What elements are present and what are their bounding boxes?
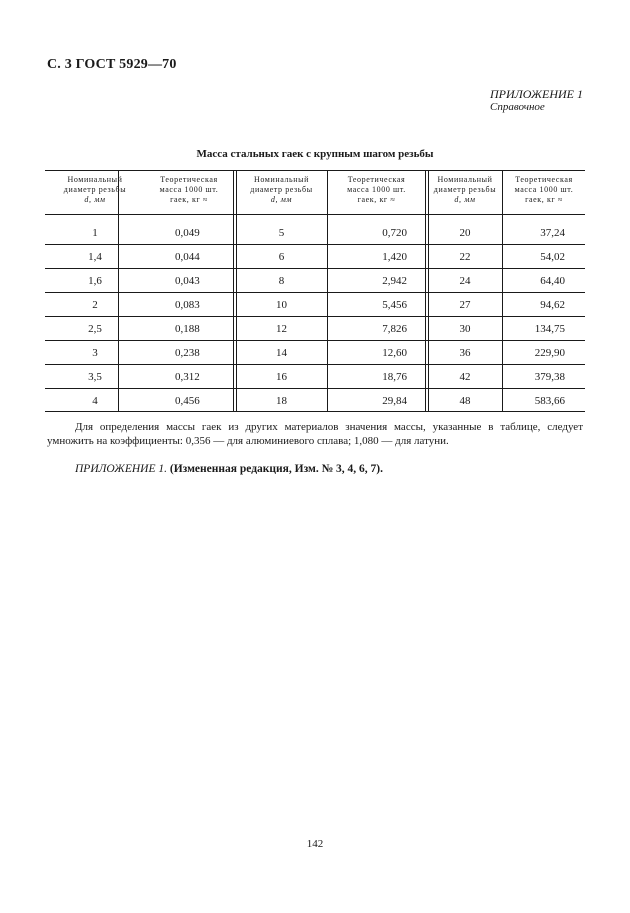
- cell-mass-3: 64,40: [540, 275, 565, 287]
- row-separator: [45, 388, 585, 389]
- cell-diameter-1: 4: [92, 395, 98, 407]
- header-bottom-border: [45, 214, 585, 215]
- change-label: ПРИЛОЖЕНИЕ 1.: [75, 463, 167, 475]
- cell-diameter-2: 14: [276, 347, 287, 359]
- table-top-border: [45, 170, 585, 171]
- cell-mass-3: 94,62: [540, 299, 565, 311]
- cell-diameter-1: 3: [92, 347, 98, 359]
- cell-mass-1: 0,083: [175, 299, 200, 311]
- cell-mass-1: 0,312: [175, 371, 200, 383]
- cell-mass-2: 1,420: [382, 251, 407, 263]
- change-text: (Измененная редакция, Изм. № 3, 4, 6, 7).: [169, 463, 383, 475]
- cell-diameter-1: 1,6: [88, 275, 102, 287]
- cell-diameter-1: 1,4: [88, 251, 102, 263]
- cell-diameter-2: 16: [276, 371, 287, 383]
- row-separator: [45, 268, 585, 269]
- cell-mass-3: 229,90: [534, 347, 565, 359]
- header-mass-1: Теоретическая масса 1000 шт. гаек, кг ≈: [159, 175, 219, 204]
- cell-mass-3: 134,75: [534, 323, 565, 335]
- cell-diameter-2: 18: [276, 395, 287, 407]
- row-separator: [45, 244, 585, 245]
- cell-diameter-3: 36: [459, 347, 471, 359]
- cell-diameter-1: 1: [92, 227, 98, 239]
- cell-diameter-3: 48: [459, 395, 471, 407]
- header-diameter-2: Номинальный диаметр резьбы d, мм: [250, 175, 313, 204]
- page-header: С. 3 ГОСТ 5929—70: [47, 57, 177, 72]
- appendix-heading: [490, 88, 583, 114]
- cell-mass-2: 5,456: [382, 299, 407, 311]
- table-bottom-border: [45, 411, 585, 412]
- cell-mass-2: 0,720: [382, 227, 407, 239]
- cell-mass-3: 583,66: [534, 395, 565, 407]
- cell-diameter-3: 22: [459, 251, 471, 263]
- note-paragraph: Для определения массы гаек из других материалов значения массы, указанные в таблице, следует умножить на коэффициенты: 0,356 — для алюминиевого сплава; 1,080 — для латуни.: [47, 421, 583, 447]
- header-diameter-1: Номинальный диаметр резьбы d, мм: [63, 175, 127, 204]
- cell-mass-3: 54,02: [540, 251, 565, 263]
- cell-diameter-2: 10: [276, 299, 287, 311]
- cell-mass-1: 0,456: [175, 395, 200, 407]
- header-mass-2: Теоретическая масса 1000 шт. гаек, кг ≈: [347, 175, 406, 204]
- row-separator: [45, 316, 585, 317]
- mass-table: [45, 170, 585, 412]
- page-number: 142: [306, 838, 324, 850]
- row-separator: [45, 340, 585, 341]
- appendix-label: ПРИЛОЖЕНИЕ 1: [490, 87, 583, 101]
- cell-diameter-2: 8: [278, 275, 285, 287]
- cell-diameter-3: 27: [459, 299, 471, 311]
- cell-mass-1: 0,044: [175, 251, 200, 263]
- row-separator: [45, 364, 585, 365]
- header-mass-3: Теоретическая масса 1000 шт. гаек, кг ≈: [514, 175, 574, 204]
- header-diameter-3: Номинальный диаметр резьбы d, мм: [433, 175, 497, 204]
- cell-diameter-2: 6: [278, 251, 285, 263]
- change-notice: [75, 463, 383, 475]
- cell-mass-1: 0,049: [175, 227, 200, 239]
- cell-mass-3: 37,24: [540, 227, 565, 239]
- cell-diameter-1: 2: [92, 299, 98, 311]
- cell-mass-1: 0,238: [175, 347, 200, 359]
- cell-diameter-2: 12: [276, 323, 287, 335]
- cell-mass-1: 0,188: [175, 323, 200, 335]
- cell-diameter-1: 2,5: [88, 323, 102, 335]
- cell-diameter-1: 3,5: [88, 371, 102, 383]
- cell-mass-3: 379,38: [534, 371, 565, 383]
- cell-diameter-2: 5: [278, 227, 285, 239]
- table-title: Масса стальных гаек с крупным шагом резьбы: [196, 148, 434, 160]
- cell-mass-2: 18,76: [382, 371, 407, 383]
- cell-diameter-3: 42: [459, 371, 471, 383]
- cell-mass-2: 29,84: [382, 395, 407, 407]
- cell-mass-1: 0,043: [175, 275, 200, 287]
- cell-diameter-3: 24: [459, 275, 471, 287]
- cell-mass-2: 7,826: [382, 323, 407, 335]
- appendix-type: Справочное: [490, 101, 545, 113]
- cell-diameter-3: 20: [459, 227, 471, 239]
- cell-mass-2: 2,942: [382, 275, 407, 287]
- cell-diameter-3: 30: [459, 323, 471, 335]
- row-separator: [45, 292, 585, 293]
- cell-mass-2: 12,60: [382, 347, 407, 359]
